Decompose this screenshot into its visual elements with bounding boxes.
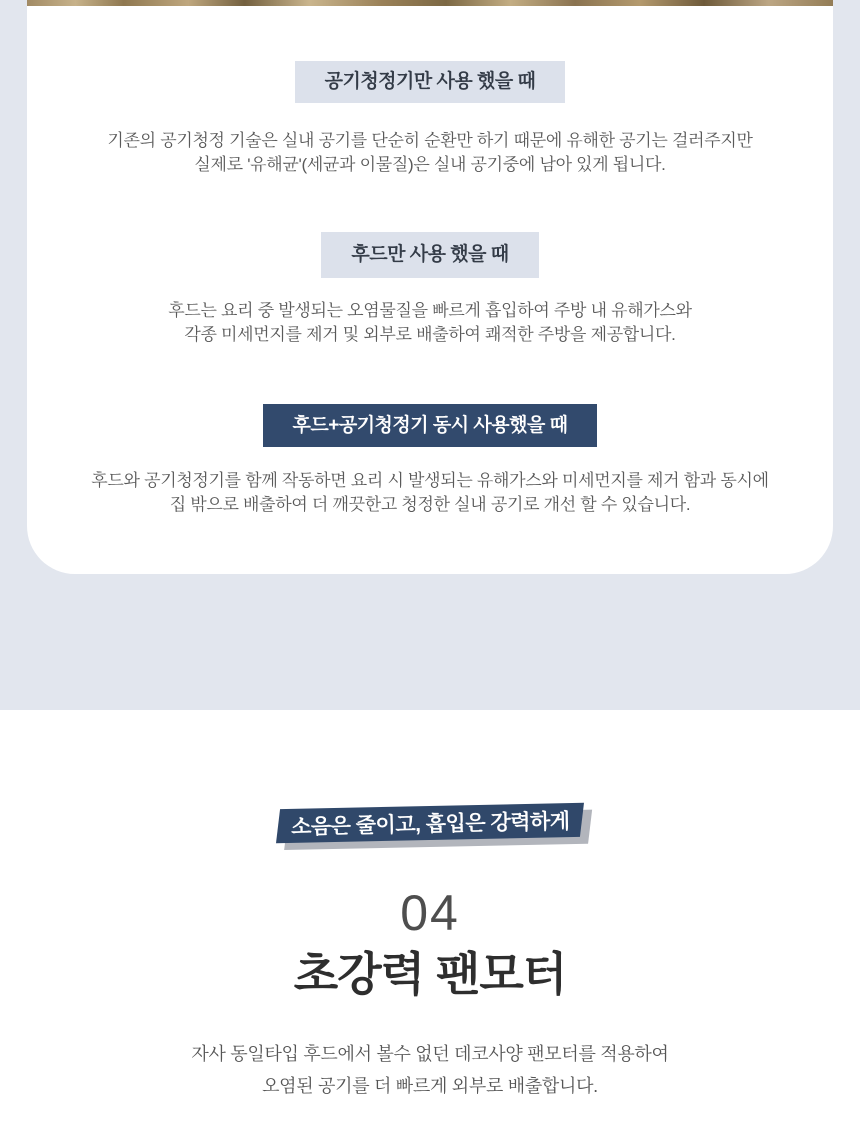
feature-number: 04 <box>400 885 460 941</box>
comparison-card <box>27 0 833 574</box>
feature-section <box>0 710 860 1140</box>
label-text: 공기청정기만 사용 했을 때 <box>324 71 536 92</box>
paragraph-line: 실제로 '유해균'(세균과 이물질)은 실내 공기중에 남아 있게 됩니다. <box>194 155 666 174</box>
paragraph-line: 집 밖으로 배출하여 더 깨끗한고 청정한 실내 공기로 개선 할 수 있습니다. <box>169 495 691 514</box>
banner-face <box>276 803 584 843</box>
paragraph-line: 후드와 공기청정기를 함께 작동하면 요리 시 발생되는 유해가스와 미세먼지를 제거 함과 동시에 <box>91 471 769 490</box>
paragraph-hood-plus-aircleaner <box>27 469 833 517</box>
label-aircleaner-only <box>295 61 566 103</box>
paragraph-aircleaner-only <box>27 129 833 177</box>
feature-title: 초강력 팬모터 <box>293 948 567 1000</box>
paragraph-line: 자사 동일타입 후드에서 볼수 없던 데코사양 팬모터를 적용하여 <box>191 1043 669 1064</box>
banner-text: 소음은 줄이고, 흡입은 강력하게 <box>290 810 570 839</box>
feature-description <box>0 1038 860 1102</box>
top-photo-strip <box>27 0 833 6</box>
paragraph-line: 후드는 요리 중 발생되는 오염물질을 빠르게 흡입하여 주방 내 유해가스와 <box>168 301 692 320</box>
paragraph-line: 각종 미세먼지를 제거 및 외부로 배출하여 쾌적한 주방을 제공합니다. <box>184 325 676 344</box>
label-hood-plus-aircleaner <box>263 404 598 447</box>
paragraph-line: 기존의 공기청정 기술은 실내 공기를 단순히 순환만 하기 때문에 유해한 공기는 걸러주지만 <box>107 131 753 150</box>
paragraph-line: 오염된 공기를 더 빠르게 외부로 배출합니다. <box>262 1075 598 1096</box>
label-text: 후드만 사용 했을 때 <box>351 244 509 265</box>
feature-banner <box>278 803 583 843</box>
paragraph-hood-only <box>27 299 833 347</box>
label-hood-only <box>321 232 538 278</box>
label-text: 후드+공기청정기 동시 사용했을 때 <box>292 415 568 436</box>
